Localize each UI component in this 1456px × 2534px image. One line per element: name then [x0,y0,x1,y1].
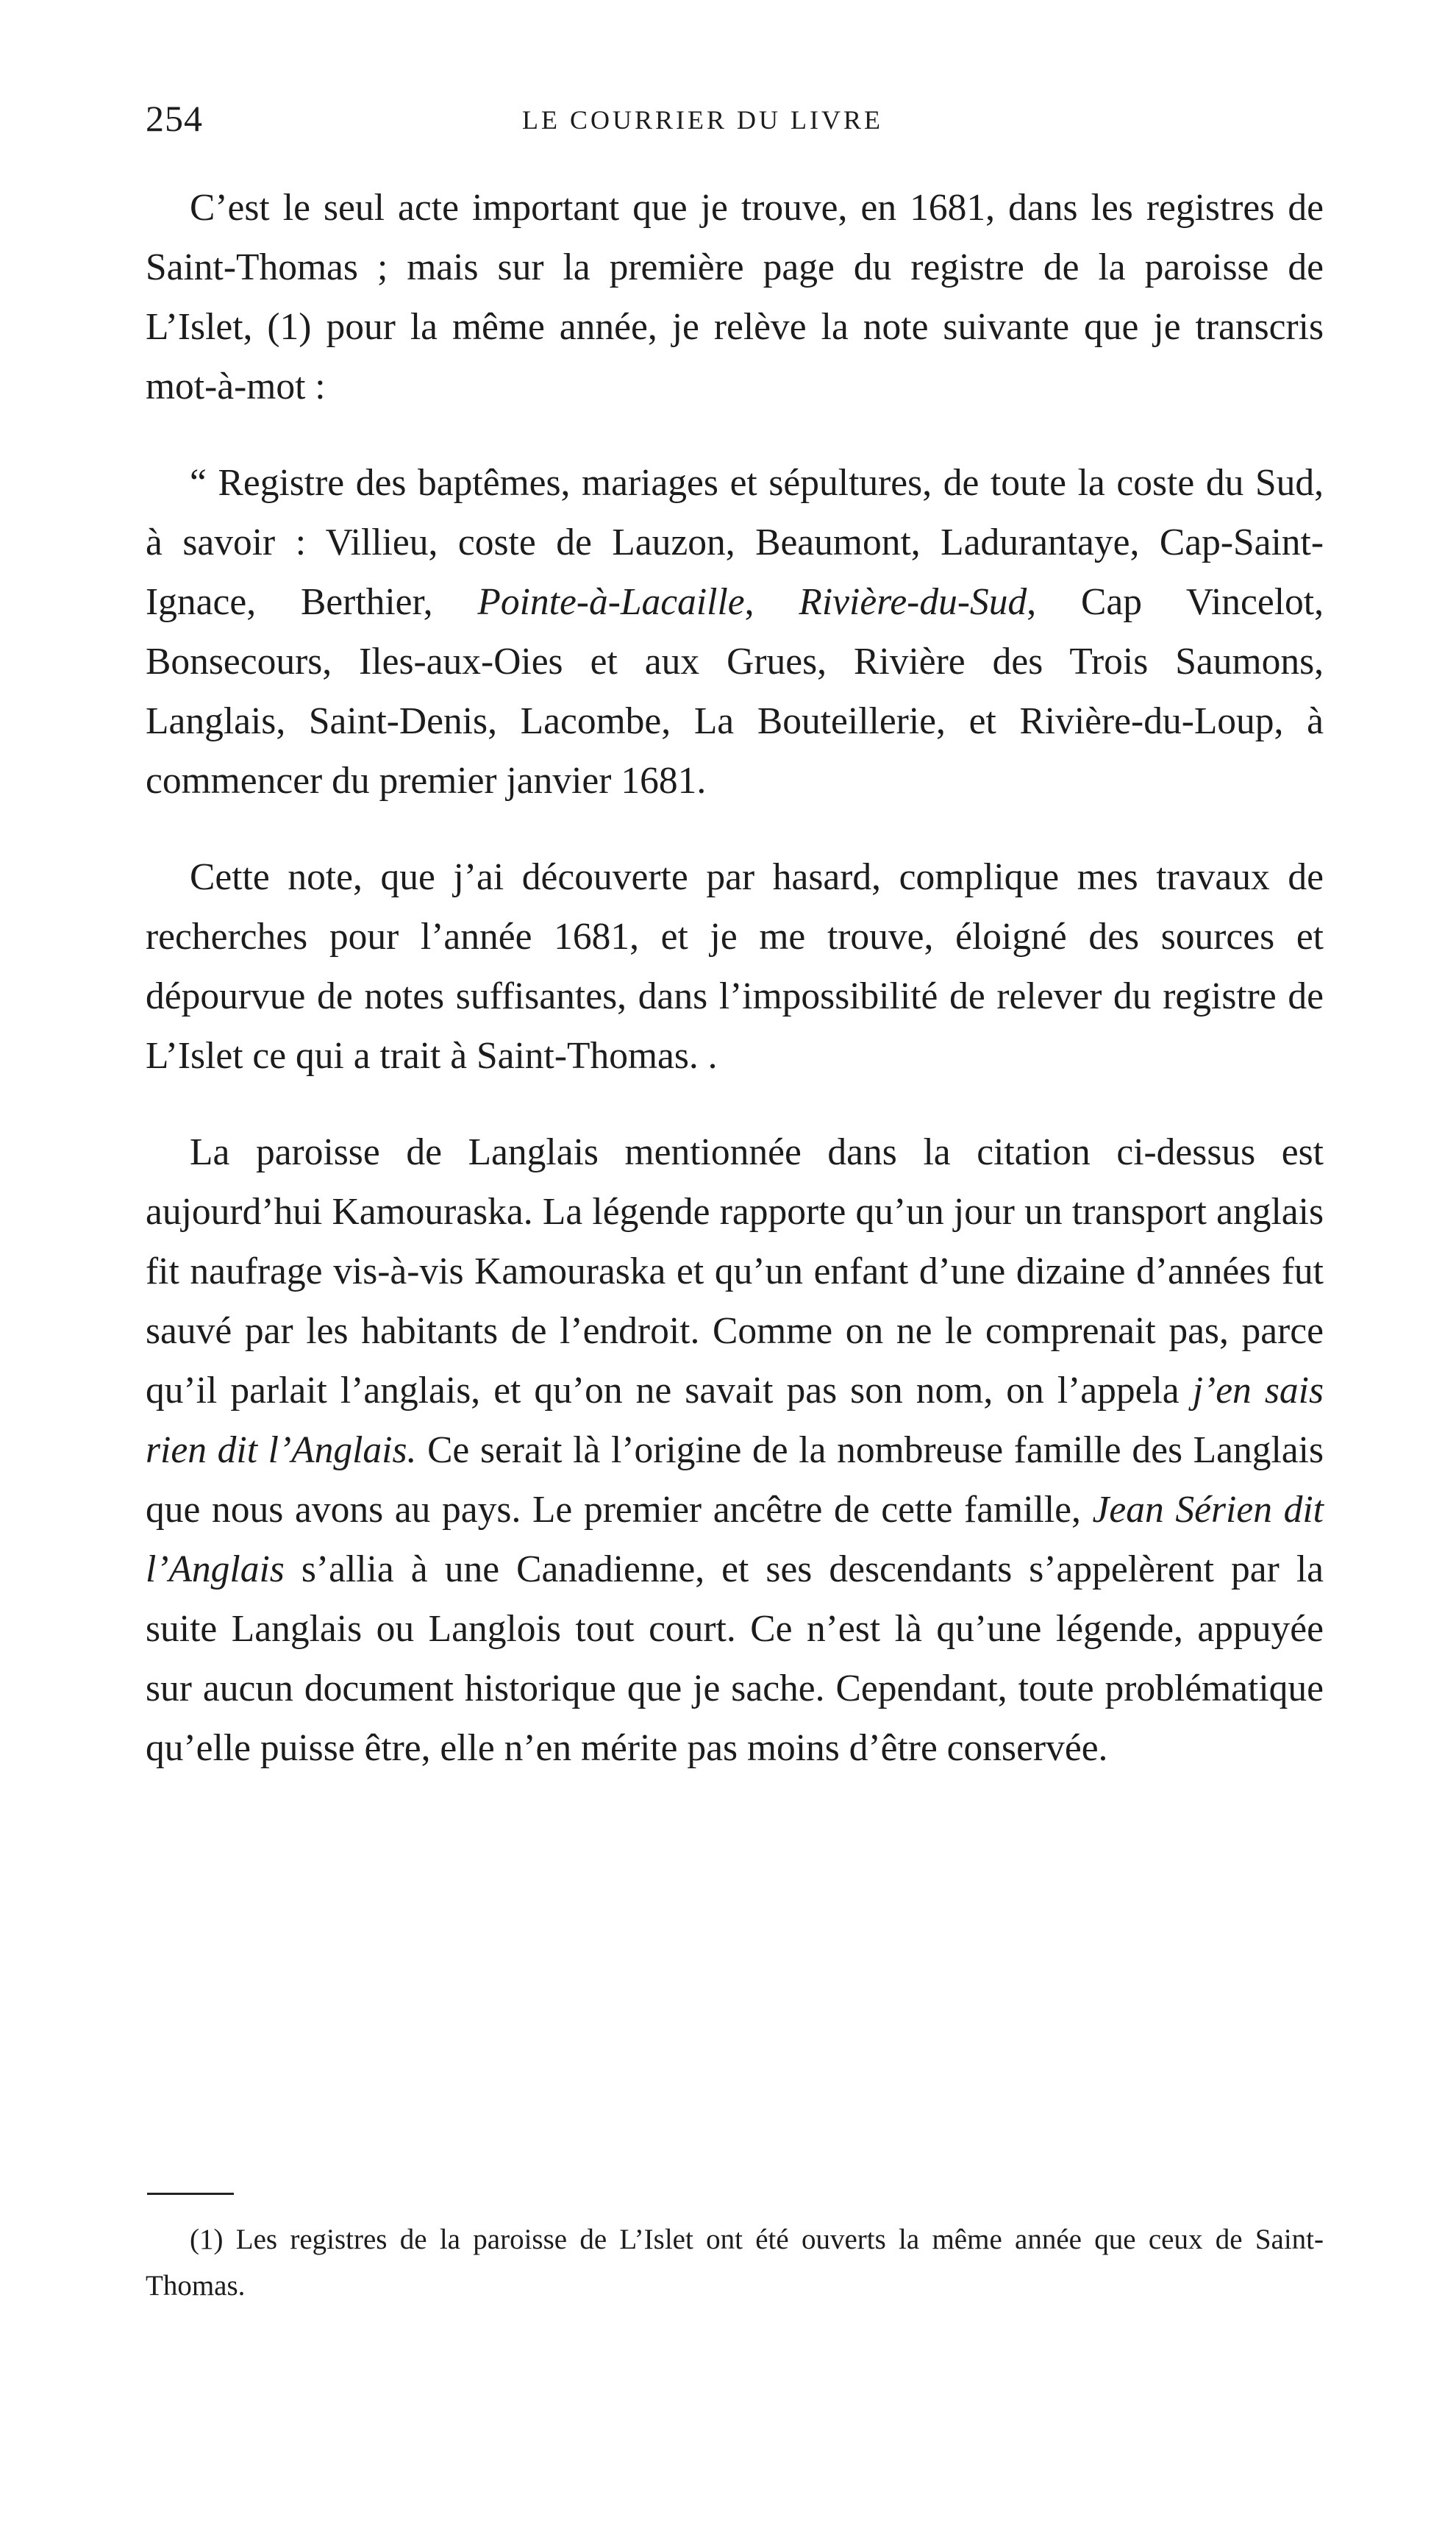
running-title: LE COURRIER DU LIVRE [522,105,883,135]
paragraph-4 [146,1122,1324,1778]
footnote-separator [147,2193,234,2195]
page-header [146,97,1324,149]
paragraph-1: C’est le seul acte important que je trouve, en 1681, dans les registres de Saint-Thomas ; mais sur la première page du registre de la paroisse de L’Islet, (1) pour la même année, je relève la note suivante que je transcris mot-à-mot : [146,187,1324,407]
italic-phrase: j’en sais rien dit l’Anglais. [146,1370,1324,1471]
quote-text-part: , [744,581,799,623]
quote-text-part: “ Registre des baptêmes, mariages et sépultures, de toute la coste du Sud, à savoir : Villieu, coste de Lauzon, Beaumont, Ladurantaye, Cap-Saint-Ignace, Berthier, [146,462,1324,623]
paragraph-text-part: La paroisse de Langlais mentionnée dans la citation ci-dessus est aujourd’hui Kamouraska. La légende rapporte qu’un jour un transport anglais fit naufrage vis-à-vis Kamouraska et qu’un enfant d’une dizaine d’années fut sauvé par les habitants de l’endroit. Comme on ne le comprenait pas, parce qu’il parlait l’anglais, et qu’on ne savait pas son nom, on l’appela [146,1131,1324,1412]
footnote [146,2216,1324,2309]
paragraph-text-part: s’allia à une Canadienne, et ses descendants s’appelèrent par la suite Langlais ou Langlois tout court. Ce n’est là qu’une légende, appuyée sur aucun document historique que je sache. Cependant, toute problématique qu’elle puisse être, elle n’en mérite pas moins d’être conservée. [146,1548,1324,1769]
italic-name: Jean Sérien dit l’Anglais [146,1489,1324,1590]
paragraph-2-quote [146,453,1324,811]
main-text [146,178,1324,1778]
italic-place-name: Rivière-du-Sud [799,581,1027,623]
quote-text-part: , Cap Vincelot, Bonsecours, Iles-aux-Oies et aux Grues, Rivière des Trois Saumons, Langlais, Saint-Denis, Lacombe, La Bouteillerie, et Rivière-du-Loup, à commencer du premier janvier 1681. [146,581,1324,802]
paragraph-3: Cette note, que j’ai découverte par hasard, complique mes travaux de recherches pour l’année 1681, et je me trouve, éloigné des sources et dépourvue de notes suffisantes, dans l’impossibilité de relever du registre de L’Islet ce qui a trait à Saint-Thomas. . [146,856,1324,1077]
page-number: 254 [146,98,203,139]
italic-place-name: Pointe-à-Lacaille [477,581,745,623]
footnote-text: (1) Les registres de la paroisse de L’Islet ont été ouverts la même année que ceux de Saint-Thomas. [146,2224,1324,2302]
paragraph-text-part: Ce serait là l’origine de la nombreuse famille des Langlais que nous avons au pays. Le premier ancêtre de cette famille, [146,1429,1324,1531]
